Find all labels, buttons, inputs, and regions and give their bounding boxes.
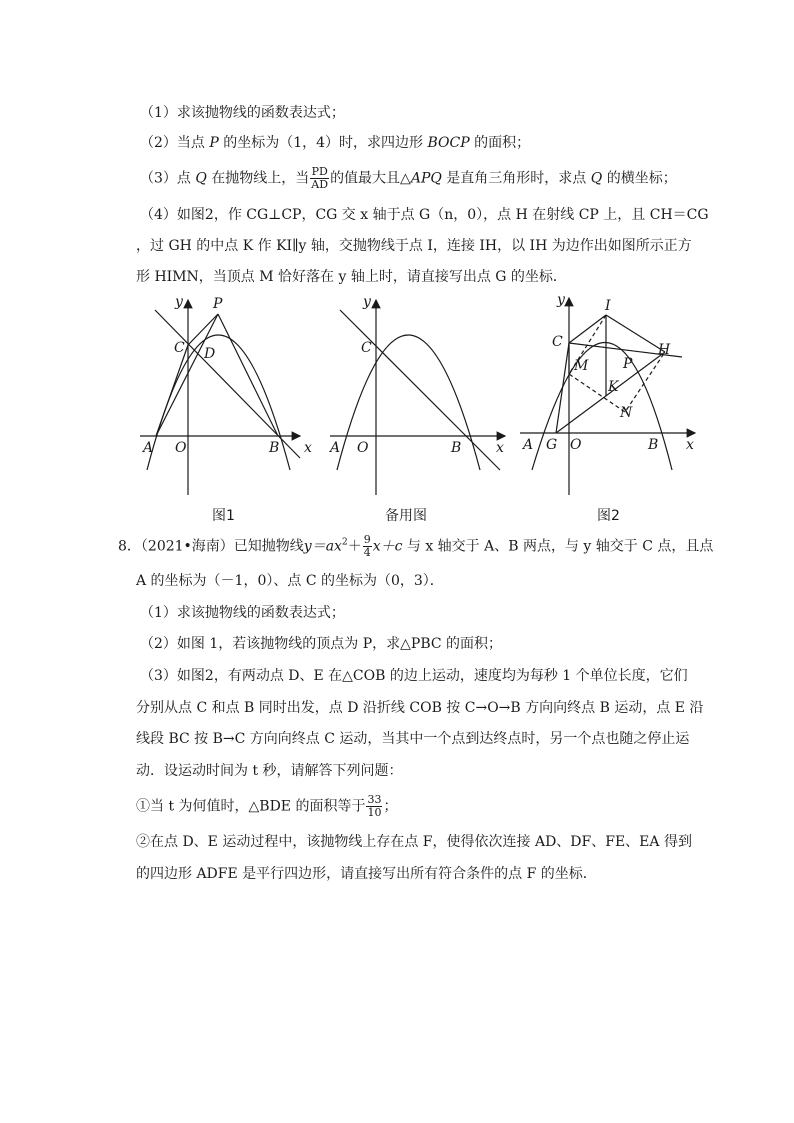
fig2-label-G: G xyxy=(546,437,558,453)
fig1-caption: 图1 xyxy=(212,508,235,524)
fig1-line-ap xyxy=(156,314,218,436)
q8-circle1: ①当 t 为何值时，△BDE 的面积等于 $\frac{33}{10}$ ； xyxy=(136,793,398,819)
backup-label-x: x xyxy=(496,440,504,456)
fig2-label-y: y xyxy=(557,292,565,308)
q8-line2: A 的坐标为（－1，0）、点 C 的坐标为（0，3）． xyxy=(136,573,444,589)
fig1-line-ac xyxy=(156,345,188,436)
fig2-line-ih xyxy=(606,315,665,352)
q8-part3-line2: 分别从点 C 和点 B 同时出发，点 D 沿折线 COB 按 C→O→B 方向向终点 B 运动，点 E 沿 xyxy=(136,700,704,716)
fig2-label-N: N xyxy=(620,405,633,421)
fraction-9-4: $\frac{9}{4}$ xyxy=(363,533,371,559)
q8-part2: （2）如图 1，若该抛物线的顶点为 P，求△PBC 的面积； xyxy=(140,636,503,652)
fig2-caption: 图2 xyxy=(597,508,620,524)
fig2-line-cg xyxy=(556,343,569,433)
fig2-label-I: I xyxy=(605,298,611,314)
fig1-label-x: x xyxy=(304,440,312,456)
q8-part1: （1）求该抛物线的函数表达式； xyxy=(140,605,345,621)
fig1-label-P: P xyxy=(213,296,223,312)
fig1-label-O: O xyxy=(175,440,187,456)
q7-part4-line1: （4）如图2，作 CG⊥CP，CG 交 x 轴于点 G（n，0），点 H 在射线 CP 上，且 CH＝CG xyxy=(140,207,709,223)
q8-part3-line1: （3）如图2，有两动点 D、E 在△COB 的边上运动，速度均为每秒 1 个单位长度，它们 xyxy=(140,668,688,684)
figure-1 xyxy=(140,300,300,495)
fig1-label-A: A xyxy=(143,440,154,456)
fig1-label-D: D xyxy=(204,346,216,362)
fig2-label-x: x xyxy=(686,437,694,453)
fig2-label-B: B xyxy=(648,437,659,453)
q7-part4-line3: 形 HIMN，当顶点 M 恰好落在 y 轴上时，请直接写出点 G 的坐标． xyxy=(136,269,567,285)
fig2-label-O: O xyxy=(570,437,582,453)
q8-circle2-line2: 的四边形 ADFE 是平行四边形，请直接写出所有符合条件的点 F 的坐标． xyxy=(136,866,597,882)
q8-line1: 8．（2021•海南）已知抛物线$y=ax^2+$ $\frac{9}{4}$ x＋c 与 x 轴交于 A、B 两点，与 y 轴交于 C 点，且点 xyxy=(118,533,714,559)
q7-part1: （1）求该抛物线的函数表达式； xyxy=(140,105,345,121)
fig2-label-P: P xyxy=(623,356,633,372)
figure-backup-labels xyxy=(328,294,504,456)
fig2-label-M: M xyxy=(574,358,589,374)
q7-part2: （2）当点 P 的坐标为（1，4）时，求四边形 BOCP 的面积； xyxy=(140,135,531,151)
q8-circle2-line1: ②在点 D、E 运动过程中，该抛物线上存在点 F，使得依次连接 AD、DF、FE、EA 得到 xyxy=(136,834,692,850)
fig1-label-y: y xyxy=(175,294,183,310)
fig1-line-pb xyxy=(218,314,278,436)
fig2-label-H: H xyxy=(658,342,671,358)
fig2-label-C: C xyxy=(552,334,563,350)
fig2-label-K: K xyxy=(608,379,619,395)
fig1-label-B: B xyxy=(269,440,280,456)
figures-row xyxy=(0,290,794,520)
q8-part3-line4: 动．设运动时间为 t 秒，请解答下列问题： xyxy=(136,763,403,779)
figure-2 xyxy=(520,298,695,495)
fig1-line-cp xyxy=(188,314,218,345)
backup-label-C: C xyxy=(361,340,372,356)
q7-part3: （3）点 Q 在抛物线上，当 $\frac{PD}{AD}$ 的值最大且△APQ 是直角三角形时，求点 Q 的横坐标； xyxy=(140,165,677,191)
fig1-label-C: C xyxy=(174,340,185,356)
fraction-pd-ad: $\frac{PD}{AD}$ xyxy=(311,165,329,191)
fig-backup-caption: 备用图 xyxy=(385,508,427,524)
fig2-label-A: A xyxy=(523,437,534,453)
q8-part3-line3: 线段 BC 按 B→C 方向向终点 C 运动，当其中一个点到达终点时，另一个点也随之停止运 xyxy=(136,731,690,747)
backup-label-B: B xyxy=(451,440,462,456)
backup-label-A: A xyxy=(330,440,341,456)
figure-backup xyxy=(330,300,505,495)
figure-1-labels xyxy=(141,294,312,456)
backup-label-y: y xyxy=(363,294,371,310)
fraction-33-10: $\frac{33}{10}$ xyxy=(367,793,382,819)
q7-part4-line2: ，过 GH 的中点 K 作 KI∥y 轴，交抛物线于点 I，连接 IH，以 IH 为边作出如图所示正方 xyxy=(136,238,692,254)
fig2-line-ch-sub xyxy=(569,315,606,343)
backup-label-O: O xyxy=(357,440,369,456)
